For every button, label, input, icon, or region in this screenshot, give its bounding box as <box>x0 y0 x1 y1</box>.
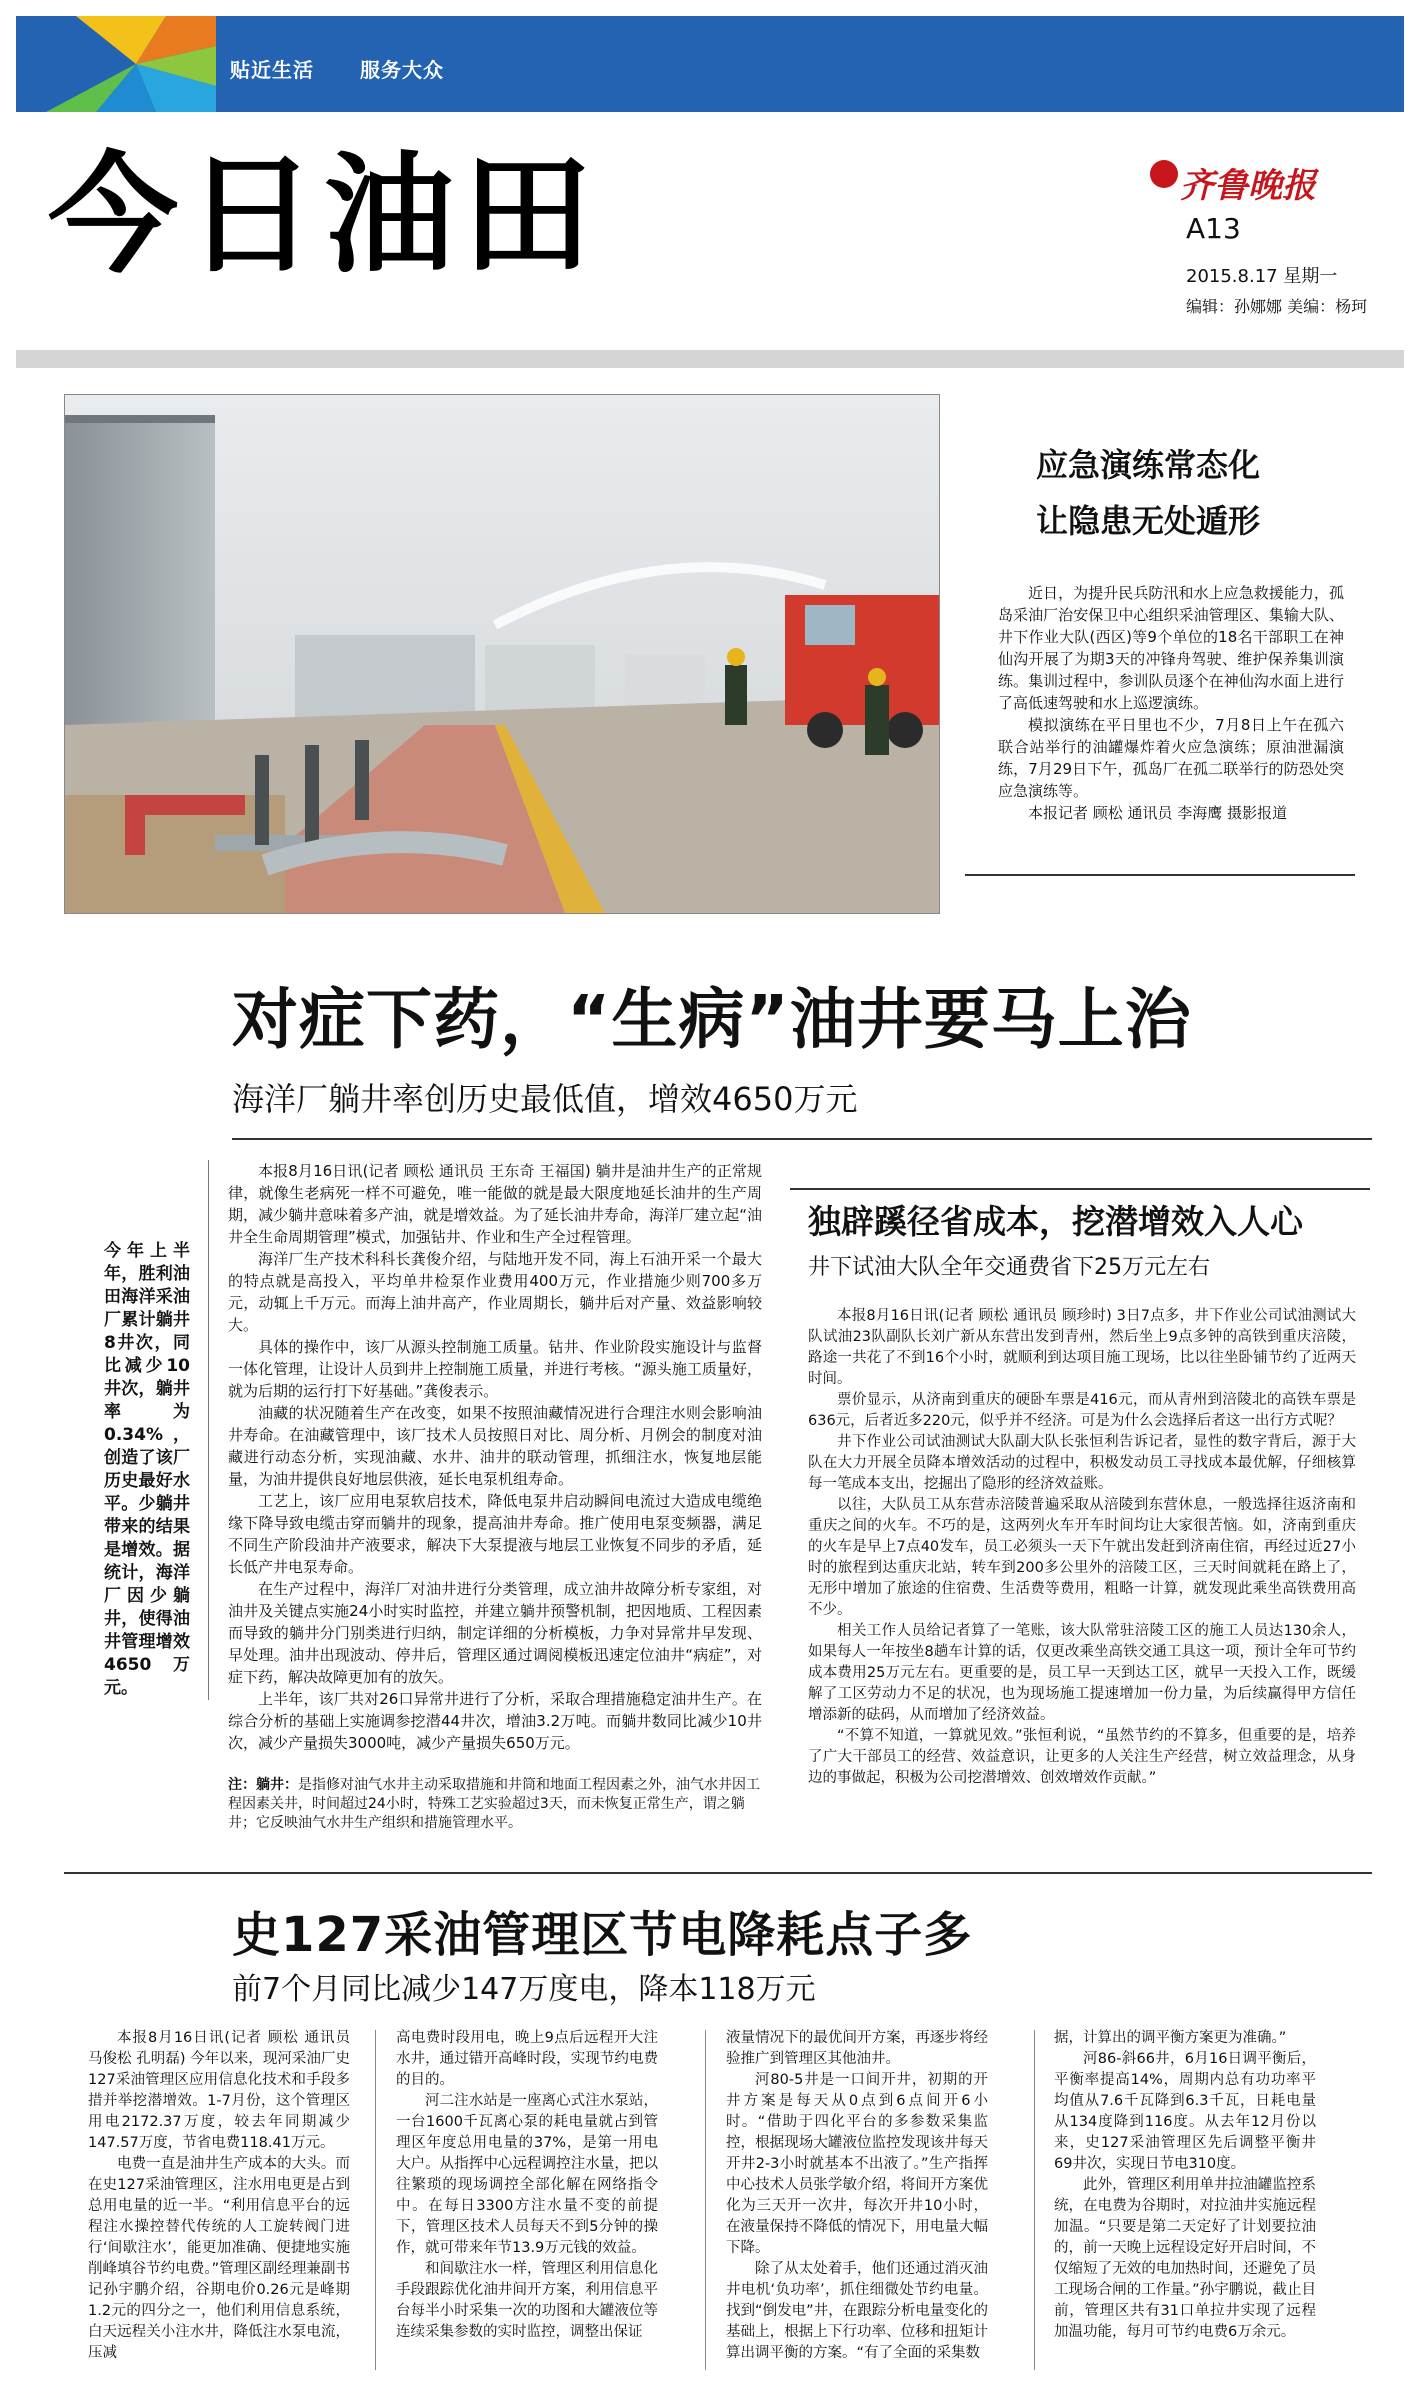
article3-column-2 <box>396 2028 658 2343</box>
article3-column-1 <box>88 2028 350 2364</box>
article2-paragraph: 本报8月16日讯(记者 顾松 通讯员 顾珍时) 3日7点多，井下作业公司试油测试大队试油23队副队长刘广新从东营出发到青州，然后坐上9点多钟的高铁到重庆涪陵，路途一共花了不到16个小时，就顺利到达项目施工现场，比以往坐卧铺节约了近两天时间。 <box>808 1308 1356 1387</box>
page-number: A13 <box>1186 212 1241 245</box>
banner-slogan-service: 服务大众 <box>360 58 444 82</box>
article3-paragraph: 本报8月16日讯(记者 顾松 通讯员 马俊松 孔明磊) 今年以来，现河采油厂史127采油管理区应用信息化技术和手段多措并举挖潜增效。1-7月份，这个管理区用电2172.37万度，较去年同期减少147.57万度，节省电费118.41万元。 <box>88 2030 350 2151</box>
article3-paragraph: 电费一直是油井生产成本的大头。而在史127采油管理区，注水用电更是占到总用电量的近一半。“利用信息平台的远程注水操控替代传统的人工旋转阀门进行‘间歇注水’，能更加准确、便捷地实施削峰填谷节约电费。”管理区副经理兼副书记孙宇鹏介绍，谷期电价0.26元是峰期1.2元的四分之一，他们利用信息系统，白天远程关小注水井，降低注水泵电流，压减 <box>88 2156 350 2361</box>
article1-lead: 今年上半年，胜利油田海洋采油厂累计躺井8井次，同比减少10井次，躺井率为0.34%，创造了该厂历史最好水平。少躺井带来的结果是增效。据统计，海洋厂因少躺井，使得油井管理增效4650万元。 <box>104 1241 190 1698</box>
article2-paragraph: 井下作业公司试油测试大队副大队长张恒利告诉记者，显性的数字背后，源于大队在大力开展全员降本增效活动的过程中，积极发动员工寻找成本最优解，仔细核算每一笔成本支出，挖掘出了隐形的经济效益账。 <box>808 1434 1356 1492</box>
article3-paragraph: 此外，管理区利用单井拉油罐监控系统，在电费为谷期时，对拉油井实施远程加温。“只要是第二天定好了计划要拉油的，前一天晚上远程设定好开启时间，不仅缩短了无效的电加热时间，还避免了员工现场合闸的工作量。”孙宇鹏说，截止目前，管理区共有31口单拉井实现了远程加温功能，每月可节约电费6万余元。 <box>1054 2177 1316 2340</box>
issue-date: 2015.8.17 星期一 <box>1186 266 1338 287</box>
main-headline-divider <box>232 1138 1372 1140</box>
article3-paragraph: 河86-斜66井，6月16日调平衡后，平衡率提高14%，周期内总有功功率平均值从7.6千瓦降到6.3千瓦，日耗电量从134度降到116度。从去年12月份以来，史127采油管理区先后调整平衡井69井次，实现日节电310度。 <box>1054 2051 1316 2172</box>
article3-paragraph: 高电费时段用电，晚上9点后远程开大注水井，通过错开高峰时段，实现节约电费的目的。 <box>396 2030 658 2088</box>
article1-column-divider <box>208 1160 209 1700</box>
top-banner <box>16 16 1404 112</box>
photo-story-divider <box>965 874 1355 876</box>
fire-drill-image <box>65 395 939 913</box>
article3-paragraph: 液量情况下的最优间开方案，再逐步将经验推广到管理区其他油井。 <box>726 2030 988 2067</box>
article2-top-divider <box>790 1188 1370 1190</box>
photo-story-paragraph: 近日，为提升民兵防汛和水上应急救援能力，孤岛采油厂治安保卫中心组织采油管理区、集输大队、井下作业大队(西区)等9个单位的18名干部职工在神仙沟开展了为期3天的冲锋舟驾驶、维护保养集训演练。集训过程中，参训队员逐个在神仙沟水面上进行了高低速驾驶和水上巡逻演练。 <box>998 584 1344 712</box>
brand-name: 齐鲁晚报 <box>1180 166 1316 206</box>
article3-paragraph: 和间歇注水一样，管理区利用信息化手段跟踪优化油井间开方案，利用信息平台每半小时采集一次的功图和大罐液位等连续采集参数的实时监控，调整出保证 <box>396 2261 658 2340</box>
column-divider <box>375 2030 376 2370</box>
article2-subheadline: 井下试油大队全年交通费省下25万元左右 <box>808 1255 1210 1280</box>
main-headline: 对症下药，“生病”油井要马上治 <box>232 981 1192 1058</box>
article1-paragraph: 上半年，该厂共对26口异常井进行了分析，采取合理措施稳定油井生产。在综合分析的基础上实施调参挖潜44井次，增油3.2万吨。而躺井数同比减少10井次，减少产量损失3000吨，减少产量损失650万元。 <box>228 1690 762 1752</box>
masthead-divider <box>16 350 1404 368</box>
article1-paragraph: 具体的操作中，该厂从源头控制施工质量。钻井、作业阶段实施设计与监督一体化管理，让设计人员到井上控制施工质量，并进行考核。“源头施工质量好，就为后期的运行打下好基础。”龚俊表示。 <box>228 1338 762 1400</box>
article3-subheadline: 前7个月同比减少147万度电，降本118万元 <box>232 1972 816 2007</box>
editor-credits: 编辑：孙娜娜 美编：杨珂 <box>1186 297 1368 316</box>
photo-story-headline-2: 让隐患无处遁形 <box>1036 502 1261 540</box>
article3-paragraph: 除了从太处着手，他们还通过消灭油井电机‘负功率’，抓住细微处节约电量。找到“倒发电”井，在跟踪分析电量变化的基础上，根据上下行功率、位移和扭矩计算出调平衡的方案。“有了全面的采集数 <box>726 2261 988 2361</box>
article2-body <box>808 1306 1356 1789</box>
article3-paragraph: 据，计算出的调平衡方案更为准确。” <box>1054 2030 1287 2046</box>
article3-headline: 史127采油管理区节电降耗点子多 <box>232 1907 973 1963</box>
main-subheadline: 海洋厂躺井率创历史最低值，增效4650万元 <box>232 1080 858 1118</box>
column-divider <box>705 2030 706 2370</box>
article3-top-divider <box>64 1872 1372 1874</box>
photo-story-headline-1: 应急演练常态化 <box>1036 446 1261 484</box>
article1-paragraph: 本报8月16日讯(记者 顾松 通讯员 王东奇 王福国) 躺井是油井生产的正常规律，就像生老病死一样不可避免，唯一能做的就是最大限度地延长油井的生产周期，减少躺井意味着多产油，就是增效益。为了延长油井寿命，海洋厂建立起“油井全生命周期管理”模式，加强钻井、作业和生产全过程管理。 <box>228 1162 762 1246</box>
article3-column-3 <box>726 2028 988 2364</box>
article1-paragraph: 在生产过程中，海洋厂对油井进行分类管理，成立油井故障分析专家组，对油井及关键点实施24小时实时监控，并建立躺井预警机制，把因地质、工程因素而导致的躺井分门别类进行归纳，制定详细的分析模板，力争对异常井早发现、早处理。油井出现波动、停井后，管理区通过调阅模板迅速定位油井“病症”，对症下药，解决故障更加有的放矢。 <box>228 1580 762 1686</box>
article2-paragraph: “不算不知道，一算就见效。”张恒利说，“虽然节约的不算多，但重要的是，培养了广大干部员工的经营、效益意识，让更多的人关注生产经营，树立效益理念，从身边的事做起，积极为公司挖潜增效、创效增效作贡献。” <box>808 1728 1356 1786</box>
footnote-text: 是指修对油气水井主动采取措施和井筒和地面工程因素之外，油气水井因工程因素关井，时间超过24小时，特殊工艺实验超过3天，而未恢复正常生产，谓之躺井；它反映油气水井生产组织和措施管理水平。 <box>228 1777 760 1831</box>
banner-logo-icon <box>16 16 216 112</box>
article2-paragraph: 票价显示，从济南到重庆的硬卧车票是416元，而从青州到涪陵北的高铁车票是636元，后者近多220元，似乎并不经济。可是为什么会选择后者这一出行方式呢？ <box>808 1392 1356 1429</box>
photo-story-paragraph: 模拟演练在平日里也不少，7月8日上午在孤六联合站举行的油罐爆炸着火应急演练；原油泄漏演练，7月29日下午，孤岛厂在孤二联举行的防恐处突应急演练等。 <box>998 716 1344 800</box>
article3-paragraph: 河80-5井是一口间开井，初期的开井方案是每天从0点到6点间开6小时。“借助于四化平台的多参数采集监控，根据现场大罐液位监控发现该井每天开井2-3小时就基本不出液了。”生产指挥中心技术人员张学敏介绍，将间开方案优化为三天开一次井，每次开井10小时，在液量保持不降低的情况下，用电量大幅下降。 <box>726 2072 988 2256</box>
column-divider <box>1034 2030 1035 2370</box>
photo-story-byline: 本报记者 顾松 通讯员 李海鹰 摄影报道 <box>1028 804 1288 822</box>
article1-paragraph: 油藏的状况随着生产在改变，如果不按照油藏情况进行合理注水则会影响油井寿命。在油藏管理中，该厂技术人员按照日对比、周分析、月例会的制度对油藏进行动态分析，实现油藏、水井、油井的联动管理，抓细注水，恢复地层能量，为油井提供良好地层供液，延长电泵机组寿命。 <box>228 1404 762 1488</box>
article2-headline: 独辟蹊径省成本，挖潜增效入人心 <box>808 1202 1303 1241</box>
brand-logo-icon <box>1150 160 1178 188</box>
article1-body <box>228 1160 762 1754</box>
masthead-title: 今日油田 <box>48 139 601 291</box>
drill-photo <box>64 394 940 914</box>
article1-footnote <box>228 1776 762 1833</box>
article2-paragraph: 相关工作人员给记者算了一笔账，该大队常驻涪陵工区的施工人员达130余人，如果每人一年按坐8趟车计算的话，仅更改乘坐高铁交通工具这一项，预计全年可节约成本费用25万元左右。更重要的是，员工早一天到达工区，就早一天投入工作，既缓解了工区劳动力不足的状况，也为现场施工提速增加一份力量，为后续赢得甲方信任增添新的砝码，从而增加了经济效益。 <box>808 1623 1356 1723</box>
photo-story-text <box>998 582 1344 824</box>
article1-paragraph: 工艺上，该厂应用电泵软启技术，降低电泵井启动瞬间电流过大造成电缆绝缘下降导致电缆击穿而躺井的现象，提高油井寿命。推广使用电泵变频器，满足不同生产阶段油井产液要求，解决下大泵提液与地层工业恢复不同步的矛盾，延长低产井电泵寿命。 <box>228 1492 762 1576</box>
banner-slogan-life: 贴近生活 <box>230 58 314 82</box>
article2-paragraph: 以往，大队员工从东营赤涪陵普遍采取从涪陵到东营休息，一般选择往返济南和重庆之间的火车。不巧的是，这两列火车开车时间均让大家很苦恼。如，济南到重庆的火车是早上7点40发车，员工必须头一天下午就出发赶到济南住宿，再经过近27小时的旅程到达重庆北站，转车到200多公里外的涪陵工区，三天时间就耗在路上了，无形中增加了旅途的住宿费、生活费等费用，粗略一计算，就发现此乘坐高铁费用高不少。 <box>808 1497 1356 1618</box>
footnote-label: 注：躺井： <box>228 1777 298 1793</box>
article1-paragraph: 海洋厂生产技术科科长龚俊介绍，与陆地开发不同，海上石油开采一个最大的特点就是高投入，平均单井检泵作业费用400万元，作业措施少则700多万元，动辄上千万元。而海上油井高产，作业周期长，躺井后对产量、效益影响较大。 <box>228 1250 762 1334</box>
article3-paragraph: 河二注水站是一座离心式注水泵站，一台1600千瓦离心泵的耗电量就占到管理区年度总用电量的37%，是第一用电大户。从指挥中心远程调控注水量，把以往繁琐的现场调控全部化解在网络指令中。在每日3300方注水量不变的前提下，管理区技术人员每天不到5分钟的操作，就可带来年节13.9万元钱的效益。 <box>396 2093 658 2256</box>
article3-column-4 <box>1054 2028 1316 2343</box>
